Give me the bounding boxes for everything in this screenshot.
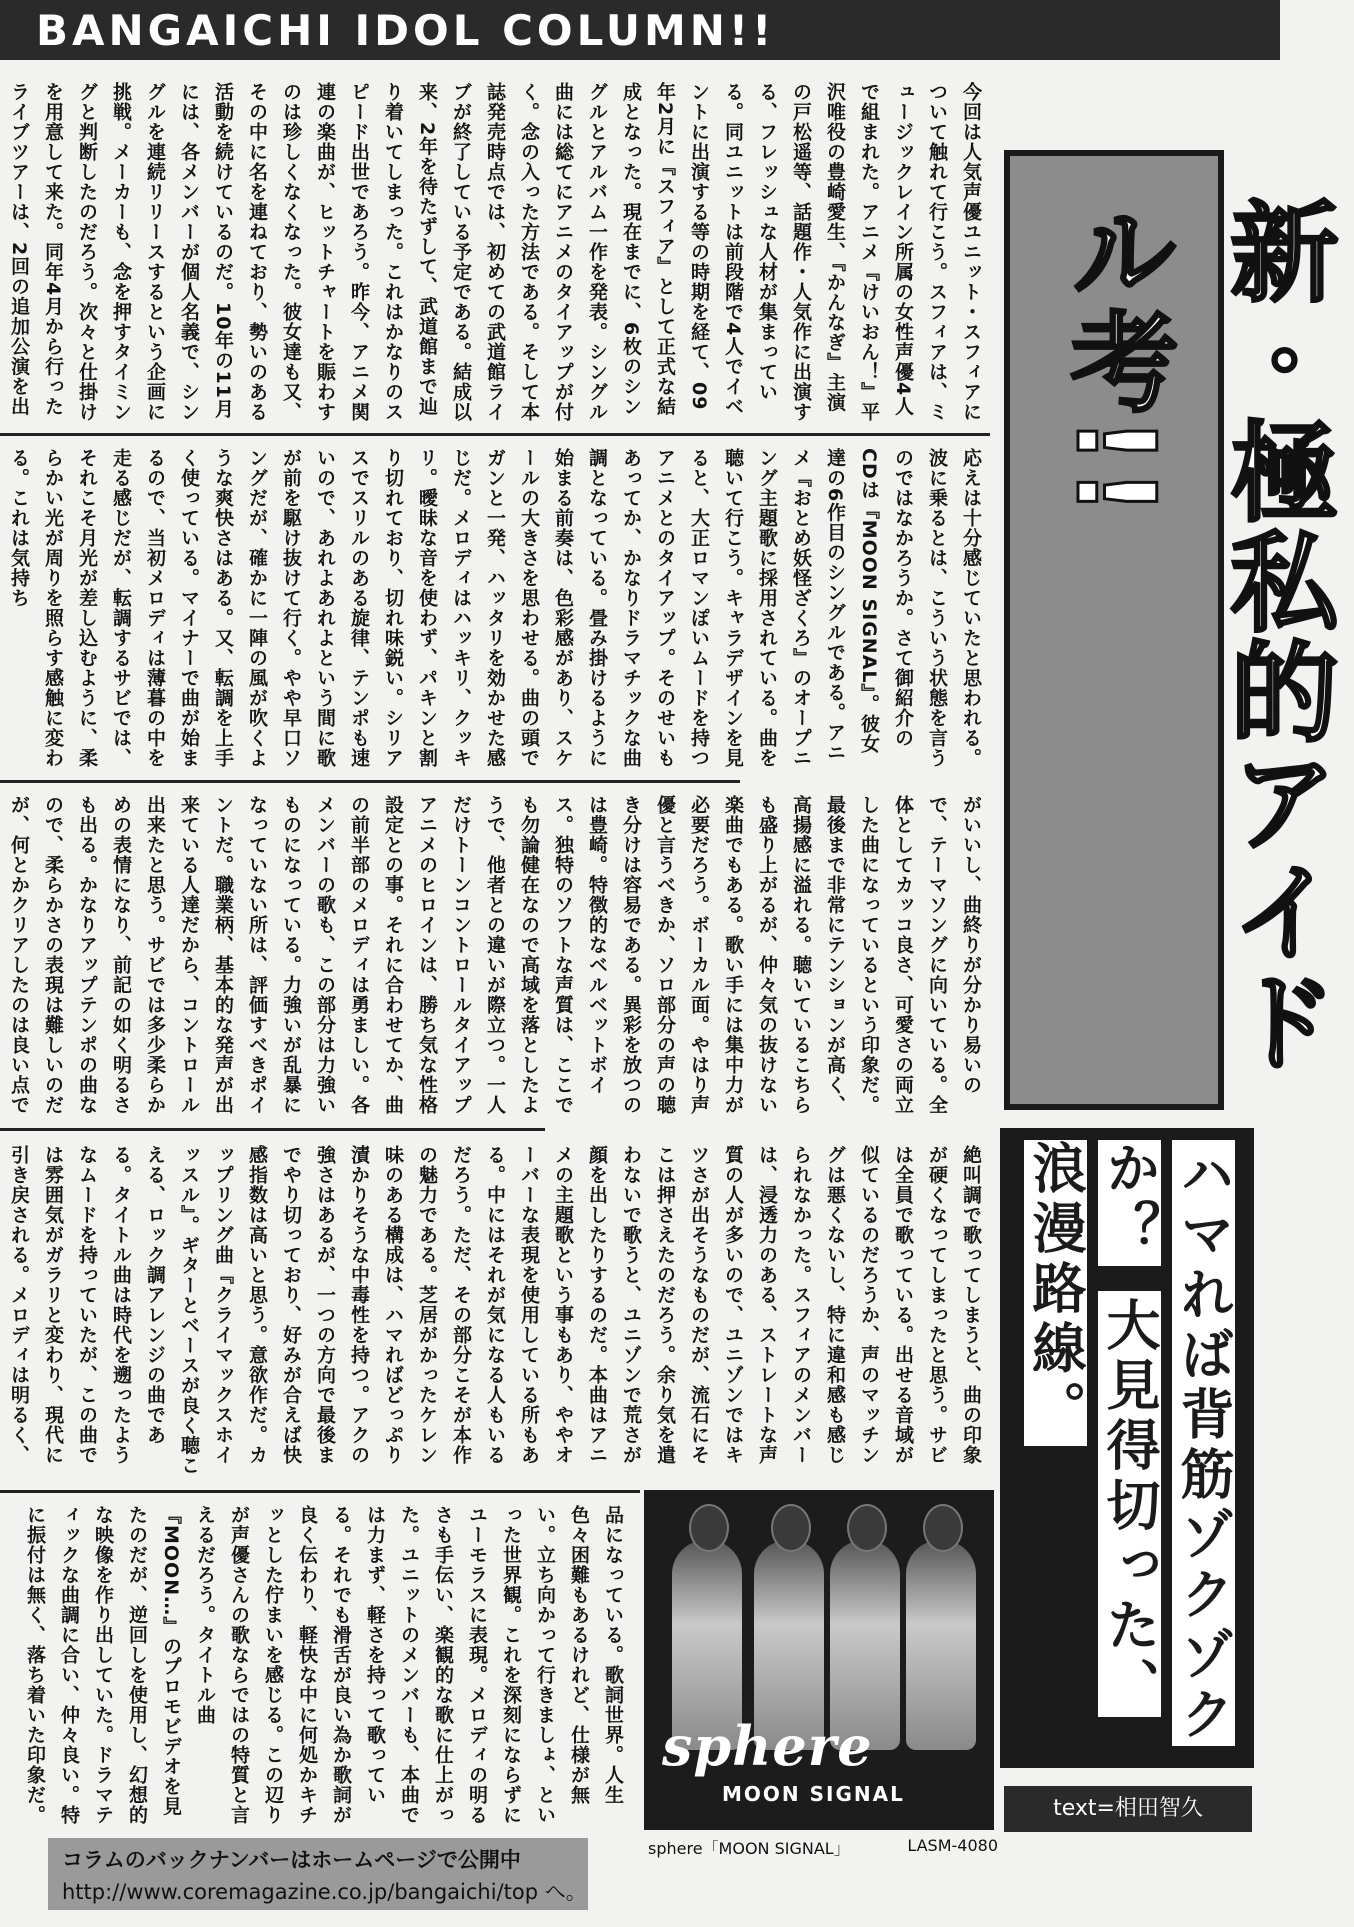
divider-3 [0, 1128, 545, 1131]
caption-catalog-number: LASM-4080 [907, 1836, 998, 1855]
catchphrase-box [1000, 1128, 1254, 1768]
backnumber-url[interactable]: http://www.coremagazine.co.jp/bangaichi/top へ。 [62, 1880, 587, 1904]
divider-1 [0, 433, 990, 436]
member-head [689, 1504, 729, 1552]
column-title: BANGAICHI IDOL COLUMN!! [36, 6, 776, 55]
backnumber-notice [48, 1838, 588, 1910]
article-block-3: がいいし、曲終りが分かり易いので、テーマソングに向いている。全体としてカッコ良さ、可愛さの両立した曲になっているという印象だ。最後まで非常にテンションが高く、高揚感に溢れる。聴いているこちらも盛り上がるが、仲々気の抜けない楽曲でもある。歌い手には集中力が必要だろう。ボーカル面。やはり声優と言うべきか、ソロ部分の声の聴き分けは容易である。異彩を放つのは豊崎。特徴的なベルベットボイス。独特のソフトな声質は、ここでも勿論健在なので高域を落としたようで、他者との違いが際立つ。一人だけトーンコントロールタイアップアニメのヒロインは、勝ち気な性格設定との事。それに合わせてか、曲の前半部のメロディは勇ましい。各メンバーの歌も、この部分は力強いものになっている。力強いが乱暴になっていない所は、評価すべきポイントだ。職業柄、基本的な発声が出来ている人達だから、コントロール出来たと思う。サビでは多少柔らかめの表情になり、前記の如く明るさも出る。かなりアップテンポの曲なので、柔らかさの表現は難しいのだが、何とかクリアしたのは良い点で [8, 795, 982, 1115]
article-block-1: 今回は人気声優ユニット・スフィアについて触れて行こう。スフィアは、ミュージックレイン所属の女性声優4人で組まれた。アニメ『けいおん！』平沢唯役の豊崎愛生、『かんなぎ』主演の戸松遥等、話題作・人気作に出演する、フレッシュな人材が集まっている。同ユニットは前段階で4人でイベントに出演する等の時期を経て、09年2月に『スフィア』として正式な結成となった。現在までに、6枚のシングルとアルバム一作を発表。シングル曲には総てにアニメのタイアップが付く。念の入った方法である。そして本誌発売時点では、初めての武道館ライブが終了している予定である。結成以来、2年を待たずして、武道館まで辿り着いてしまった。これはかなりのスピード出世であろう。昨今、アニメ関連の楽曲が、ヒットチャートを賑わすのは珍しくなくなった。彼女達も又、その中に名を連ねており、勢いのある活動を続けているのだ。10年の11月には、各メンバーが個人名義で、シングルを連続リリースするという企画に挑戦。メーカーも、念を押すタイミングと判断したのだろう。次々と仕掛けを用意して来た。同年4月から行ったライブツアーは、2回の追加公演を出 [8, 82, 982, 422]
divider-4 [0, 1490, 640, 1493]
divider-2 [0, 780, 740, 783]
sphere-logo: sphere [662, 1714, 873, 1778]
cd-cover-photo [644, 1490, 994, 1830]
catchphrase-line-2: 大見得切った、浪漫路線。 [1024, 1140, 1161, 1717]
author-credit: text=相田智久 [1004, 1786, 1252, 1832]
backnumber-text: コラムのバックナンバーはホームページで公開中 [62, 1848, 521, 1872]
catchphrase-text [1018, 1140, 1240, 1768]
photo-subtitle: MOON SIGNAL [722, 1782, 905, 1806]
caption-title: sphere「MOON SIGNAL」 [648, 1839, 850, 1858]
member-figure-4 [906, 1540, 976, 1750]
member-head [923, 1504, 963, 1552]
header-bar [0, 0, 1280, 60]
title-banner [1004, 150, 1337, 1110]
title-banner-text: 新・極私的アイドル考!! [1052, 196, 1337, 1076]
article-block-2: 応えは十分感じていたと思われる。波に乗るとは、こういう状態を言うのではなかろうか。さて御紹介のCDは『MOON SIGNAL』。彼女達の6作目のシングルである。アニメ『おとめ妖怪ざくろ』のオープニング主題歌に採用されている。曲を聴いて行こう。キャラデザインを見ると、大正ロマンぽいムードを持つアニメとのタイアップ。そのせいもあってか、かなりドラマチックな曲調となっている。畳み掛けるように始まる前奏は、色彩感があり、スケールの大きさを思わせる。曲の頭でガンと一発、ハッタリを効かせた感じだ。メロディはハッキリ、クッキリ。曖昧な音を使わず、パキンと割り切れており、切れ味鋭い。シリアスでスリルのある旋律、テンポも速いので、あれよあれよという間に歌が前を駆け抜けて行く。やや早口ソングだが、確かに一陣の風が吹くような爽快さはある。又、転調を上手く使っている。マイナーで曲が始まるので、当初メロディは薄暮の中を走る感じだが、転調するサビでは、それこそ月光が差し込むように、柔らかい光が周りを照らす感触に変わる。これは気持ち [8, 448, 982, 768]
member-head [771, 1504, 811, 1552]
catchphrase-line-1: ハマれば背筋ゾクゾクか？ [1098, 1140, 1235, 1746]
article-block-5: 品になっている。歌詞世界。人生色々困難もあるけれど、仕様が無い。立ち向かって行きましょ、といった世界観。これを深刻にならずにユーモラスに表現。メロディの明るさも手伝い、楽観的な歌に仕上がった。ユニットのメンバーも、本曲では力まず、軽さを持って歌っている。それでも滑舌が良い為か歌詞が良く伝わり、軽快な中に何処かキチッとした佇まいを感じる。この辺りが声優さんの歌ならではの特質と言えるだろう。タイトル曲『MOON…』のプロモビデオを見たのだが、逆回しを使用し、幻想的な映像を作り出していた。ドラマティックな曲調に合い、仲々良い。特に振付は無く、落ち着いた印象だ。 [24, 1505, 624, 1825]
member-head [847, 1504, 887, 1552]
article-block-4: 絶叫調で歌ってしまうと、曲の印象が硬くなってしまったと思う。サビは全員で歌っている。出せる音域が似ているのだろうか、声のマッチングは悪くないし、特に違和感も感じられなかった。スフィアのメンバーは、浸透力のある、ストレートな声質の人が多いので、ユニゾンではキツさが出そうなものだが、流石にそこは押さえたのだろう。余り気を遣わないで歌うと、ユニゾンで荒さが顔を出したりするのだ。本曲はアニメの主題歌という事もあり、ややオーバーな表現を使用している所もある。中にはそれが気になる人もいるだろう。ただ、その部分こそが本作の魅力である。芝居がかったケレン味のある構成は、ハマればどっぷり漬かりそうな中毒性を持つ。アクの強さはあるが、一つの方向で最後までやり切っており、好みが合えば快感指数は高いと思う。意欲作だ。カップリング曲『クライマックスホイッスル』。ギターとベースが良く聴こえる、ロック調アレンジの曲である。タイトル曲は時代を遡ったようなムードを持っていたが、この曲では雰囲気がガラリと変わり、現代に引き戻される。メロディは明るく、 [8, 1145, 982, 1476]
photo-caption [648, 1836, 998, 1860]
